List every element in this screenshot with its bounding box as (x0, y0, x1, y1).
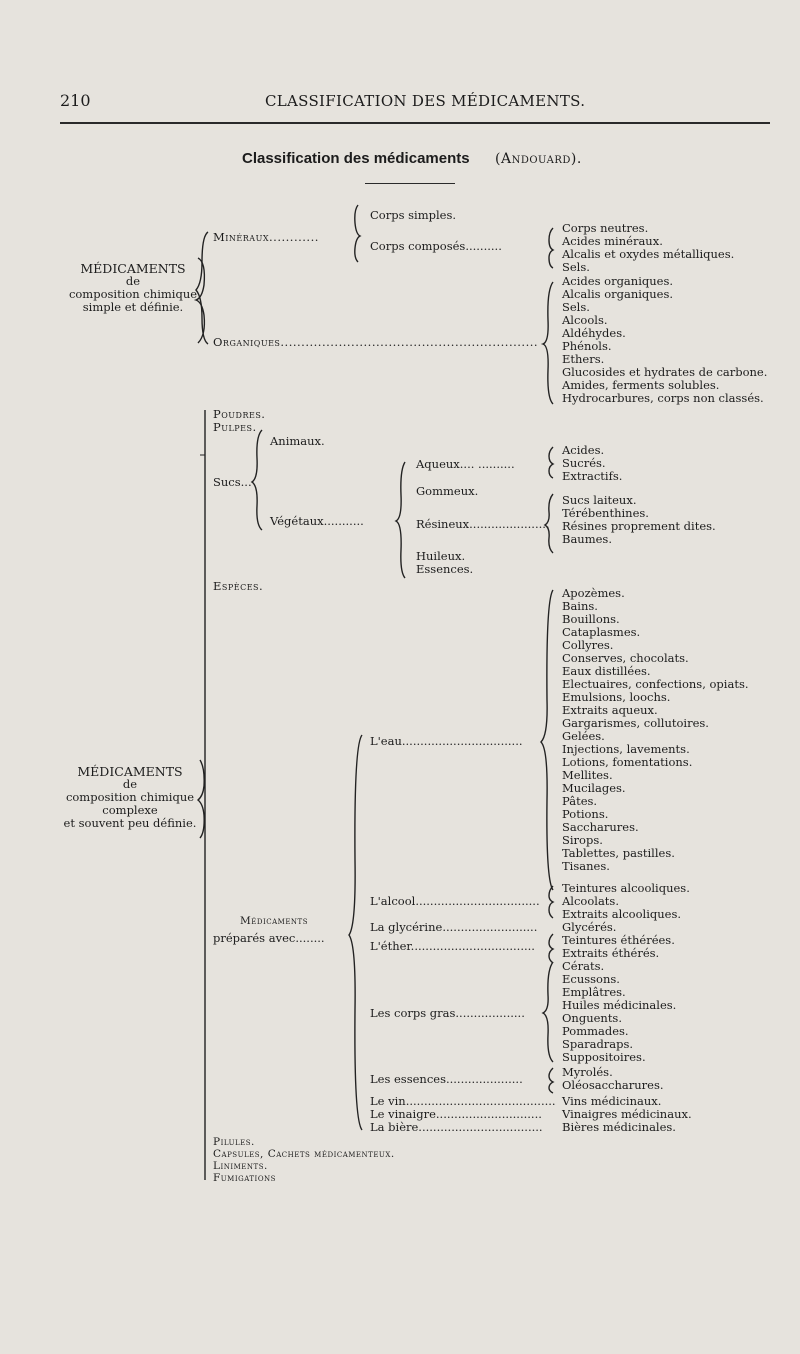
prepares-label-2: préparés avec........ (213, 931, 325, 945)
aqueux-item: Acides. (562, 443, 605, 457)
corps-gras-item: Pommades. (562, 1024, 629, 1038)
alcool-label: L'alcool.................................. (370, 894, 540, 908)
eau-item: Extraits aqueux. (562, 703, 658, 717)
biere-label: La bière.................................. (370, 1120, 543, 1134)
organic-item: Alcalis organiques. (562, 287, 674, 301)
organic-item: Hydrocarbures, corps non classés. (562, 391, 764, 405)
corps-gras-items (562, 960, 676, 1064)
resineux-items (562, 494, 716, 546)
tail-item: Liniments. (213, 1160, 268, 1172)
resineux-item: Résines proprement dites. (562, 519, 716, 533)
eau-item: Mellites. (562, 768, 613, 782)
bracket-mineraux (355, 205, 360, 262)
eau-item: Lotions, fomentations. (562, 755, 693, 769)
eau-item: Tisanes. (562, 859, 610, 873)
complex-label-2: de (122, 777, 138, 791)
eau-item: Potions. (562, 807, 609, 821)
eau-item: Bains. (562, 599, 598, 613)
simple-group-label (68, 262, 198, 314)
simple-label-1: MÉDICAMENTS (80, 261, 186, 276)
simple-label-4: simple et définie. (82, 300, 184, 314)
tail-item: Fumigations (213, 1172, 276, 1184)
organic-item: Acides organiques. (562, 274, 674, 288)
eau-item: Emulsions, loochs. (562, 690, 671, 704)
eau-item: Conserves, chocolats. (562, 651, 689, 665)
eau-item: Pâtes. (562, 794, 598, 808)
corps-gras-item: Emplâtres. (562, 985, 626, 999)
essences-items (562, 1066, 664, 1092)
pulpes: Pulpes. (213, 420, 257, 434)
simple-label-2: de (125, 274, 141, 288)
tail-items (213, 1136, 395, 1184)
bracket-prepares (349, 735, 362, 1130)
ether-item: Teintures éthérées. (562, 933, 675, 947)
doc-title: Classification des médicaments (242, 150, 470, 167)
aqueux-item: Extractifs. (562, 469, 623, 483)
aqueux-items (562, 444, 622, 483)
eau-items (562, 587, 749, 873)
bracket-alcool (549, 886, 553, 918)
organic-item: Phénols. (562, 339, 612, 353)
running-title: CLASSIFICATION DES MÉDICAMENTS. (265, 92, 586, 110)
especes: Espèces. (213, 579, 264, 593)
eau-item: Saccharures. (562, 820, 639, 834)
ether-items (562, 934, 675, 960)
essences-sucs: Essences. (416, 562, 474, 576)
ether-item: Extraits éthérés. (562, 946, 660, 960)
compose-item: Acides minéraux. (562, 234, 663, 248)
page-number: 210 (60, 91, 91, 110)
resineux-item: Sucs laiteux. (562, 493, 637, 507)
alcool-item: Alcoolats. (562, 894, 619, 908)
compose-item: Corps neutres. (562, 221, 649, 235)
compose-items (562, 222, 734, 274)
poudres: Poudres. (213, 407, 266, 421)
essences-item: Myrolés. (562, 1065, 613, 1079)
alcool-item: Teintures alcooliques. (562, 881, 690, 895)
biere-item: Bières médicinales. (562, 1120, 676, 1134)
eau-item: Injections, lavements. (562, 742, 690, 756)
essences-label: Les essences..................... (370, 1072, 523, 1086)
eau-item: Eaux distillées. (562, 664, 651, 678)
doc-title-author: (Andouard). (495, 151, 582, 167)
eau-item: Apozèmes. (562, 586, 625, 600)
prepares-label-1: Médicaments (240, 915, 309, 927)
corps-composes: Corps composés.......... (370, 239, 502, 253)
organic-item: Aldéhydes. (562, 326, 626, 340)
bracket-essences (549, 1068, 553, 1093)
aqueux-item: Sucrés. (562, 456, 606, 470)
organiques-items (562, 275, 767, 405)
eau-item: Mucilages. (562, 781, 626, 795)
bracket-aqueux (549, 447, 553, 478)
eau-label: L'eau................................. (370, 734, 523, 748)
complex-label-4: complexe (102, 803, 158, 817)
vinaigre-label: Le vinaigre............................. (370, 1107, 542, 1121)
simple-label-3: composition chimique (68, 287, 198, 301)
corps-gras-item: Huiles médicinales. (562, 998, 677, 1012)
eau-item: Cataplasmes. (562, 625, 641, 639)
alcool-item: Extraits alcooliques. (562, 907, 682, 921)
bracket-composes (549, 228, 553, 268)
bracket-organiques (543, 282, 553, 404)
gommeux: Gommeux. (416, 484, 479, 498)
resineux-item: Baumes. (562, 532, 612, 546)
corps-gras-label: Les corps gras................... (370, 1006, 525, 1020)
complex-label-1: MÉDICAMENTS (77, 764, 183, 779)
vin-label: Le vin......................................... (370, 1094, 556, 1108)
resineux-item: Térébenthines. (562, 506, 649, 520)
ether-label: L'éther.................................. (370, 939, 535, 953)
organic-item: Ethers. (562, 352, 605, 366)
resineux: Résineux...................... (416, 517, 550, 531)
vinaigre-item: Vinaigres médicinaux. (562, 1107, 692, 1121)
corps-gras-item: Sparadraps. (562, 1037, 634, 1051)
eau-item: Gelées. (562, 729, 605, 743)
complex-label-5: et souvent peu définie. (63, 816, 197, 830)
sucs-animaux: Animaux. (270, 434, 325, 448)
organic-item: Sels. (562, 300, 590, 314)
eau-item: Electuaires, confections, opiats. (562, 677, 749, 691)
corps-gras-item: Onguents. (562, 1011, 622, 1025)
bracket-sucs (252, 430, 262, 530)
tail-item: Capsules, Cachets médicamenteux. (213, 1148, 395, 1160)
complex-group-label (55, 765, 205, 830)
mineraux-label: Minéraux............ (213, 230, 319, 244)
eau-item: Gargarismes, collutoires. (562, 716, 709, 730)
tail-item: Pilules. (213, 1136, 255, 1148)
organic-item: Amides, ferments solubles. (562, 378, 720, 392)
complex-label-3: composition chimique (65, 790, 195, 804)
corps-gras-item: Ecussons. (562, 972, 620, 986)
eau-item: Tablettes, pastilles. (562, 846, 675, 860)
huileux: Huileux. (416, 549, 466, 563)
glycerine-label: La glycérine.......................... (370, 920, 538, 934)
corps-simples: Corps simples. (370, 208, 457, 222)
compose-item: Alcalis et oxydes métalliques. (562, 247, 735, 261)
bracket-eau (541, 590, 553, 890)
corps-gras-item: Suppositoires. (562, 1050, 646, 1064)
bracket-ether (549, 934, 553, 963)
eau-item: Collyres. (562, 638, 614, 652)
bracket-corps-gras (543, 962, 553, 1062)
organiques-label: Organiques.............................................................. (213, 335, 539, 349)
organic-item: Glucosides et hydrates de carbone. (562, 365, 768, 379)
essences-item: Oléosaccharures. (562, 1078, 664, 1092)
eau-item: Sirops. (562, 833, 603, 847)
aqueux: Aqueux.... .......... (416, 457, 515, 471)
glycerine-item: Glycérés. (562, 920, 617, 934)
eau-item: Bouillons. (562, 612, 620, 626)
sucs-label: Sucs... (213, 475, 252, 489)
bracket-vegetaux (396, 462, 405, 578)
vin-item: Vins médicinaux. (562, 1094, 662, 1108)
compose-item: Sels. (562, 260, 590, 274)
alcool-items (562, 882, 690, 921)
sucs-vegetaux: Végétaux........... (270, 514, 364, 528)
corps-gras-item: Cérats. (562, 959, 605, 973)
organic-item: Alcools. (562, 313, 608, 327)
